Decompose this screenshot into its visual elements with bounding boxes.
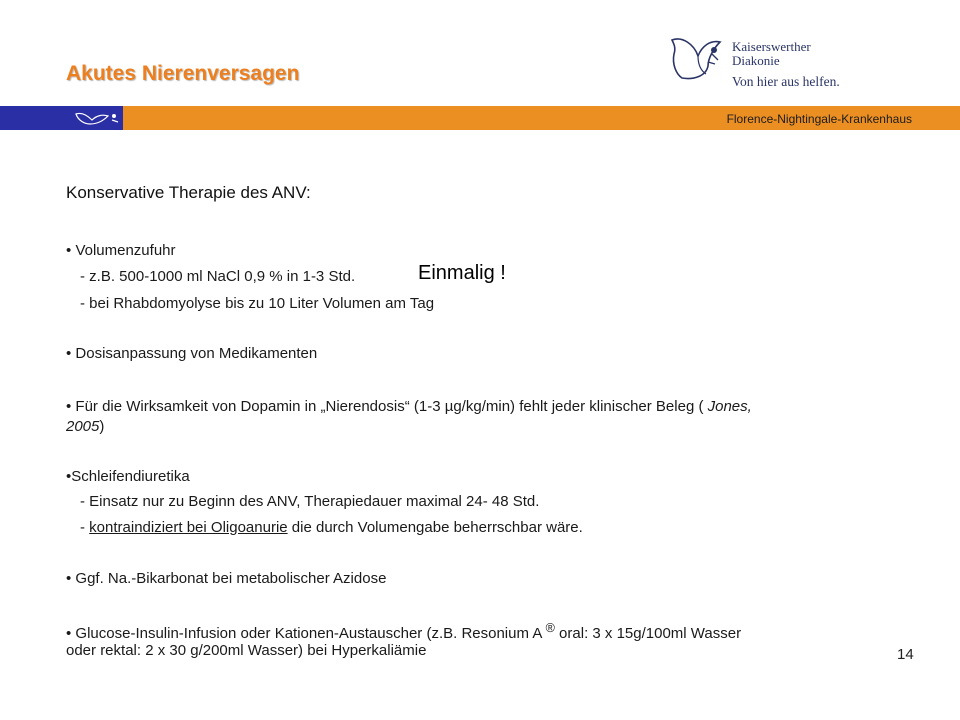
- bullet-dopamin: [66, 398, 752, 415]
- underlined-text: kontraindiziert bei Oligoanurie: [89, 519, 288, 536]
- bullet-label: Volumenzufuhr: [75, 242, 176, 259]
- sub-einsatz: - Einsatz nur zu Beginn des ANV, Therapiedauer maximal 24- 48 Std.: [80, 493, 540, 510]
- glucose-text: • Glucose-Insulin-Infusion oder Kationen-Austauscher (z.B. Resonium A: [66, 625, 546, 642]
- hospital-name: Florence-Nightingale-Krankenhaus: [726, 112, 912, 126]
- glucose-text-post: oral: 3 x 15g/100ml Wasser: [554, 625, 742, 642]
- citation-author: Jones,: [707, 398, 752, 415]
- logo-line-1: Kaiserswerther: [732, 39, 811, 54]
- bullet-glucose-cont: oder rektal: 2 x 30 g/200ml Wasser) bei Hyperkaliämie: [66, 642, 427, 659]
- sub-dash: -: [80, 519, 90, 536]
- diakonie-logo: [668, 34, 868, 94]
- bullet-glucose-insulin: [66, 621, 741, 642]
- bullet-dopamin-cont: [66, 418, 104, 435]
- sub-rhabdomyolyse: - bei Rhabdomyolyse bis zu 10 Liter Volumen am Tag: [80, 295, 435, 312]
- bullet-bikarbonat: • Ggf. Na.-Bikarbonat bei metabolischer Azidose: [66, 570, 387, 587]
- header-bar: [0, 106, 960, 130]
- sub-rest: die durch Volumengabe beherrschbar wäre.: [287, 519, 583, 536]
- logo-line-2: Diakonie: [732, 53, 780, 68]
- logo-slogan: Von hier aus helfen.: [732, 74, 840, 89]
- registered-mark: ®: [545, 621, 555, 635]
- section-heading: Konservative Therapie des ANV:: [66, 183, 311, 202]
- small-dove-icon: [74, 110, 122, 126]
- citation-year: 2005: [66, 418, 100, 435]
- dove-logo-icon: [668, 34, 730, 84]
- page-number: 14: [897, 646, 914, 663]
- emphasis-einmalig: Einmalig !: [418, 262, 506, 284]
- citation-close: ): [99, 418, 105, 435]
- dopamin-text: • Für die Wirksamkeit von Dopamin in „Nierendosis“ (1-3 µg/kg/min) fehlt jeder klinischer Beleg (: [66, 398, 708, 415]
- bullet-volumenzufuhr: [66, 242, 176, 259]
- bullet-schleifendiuretika: •Schleifendiuretika: [66, 468, 190, 485]
- slide-title: Akutes Nierenversagen: [66, 62, 300, 85]
- bullet-dot: •: [66, 242, 72, 259]
- sub-kontraindiziert: [80, 519, 583, 536]
- sub-volume-amount: - z.B. 500-1000 ml NaCl 0,9 % in 1-3 Std.: [80, 268, 356, 285]
- bullet-dosisanpassung: • Dosisanpassung von Medikamenten: [66, 345, 318, 362]
